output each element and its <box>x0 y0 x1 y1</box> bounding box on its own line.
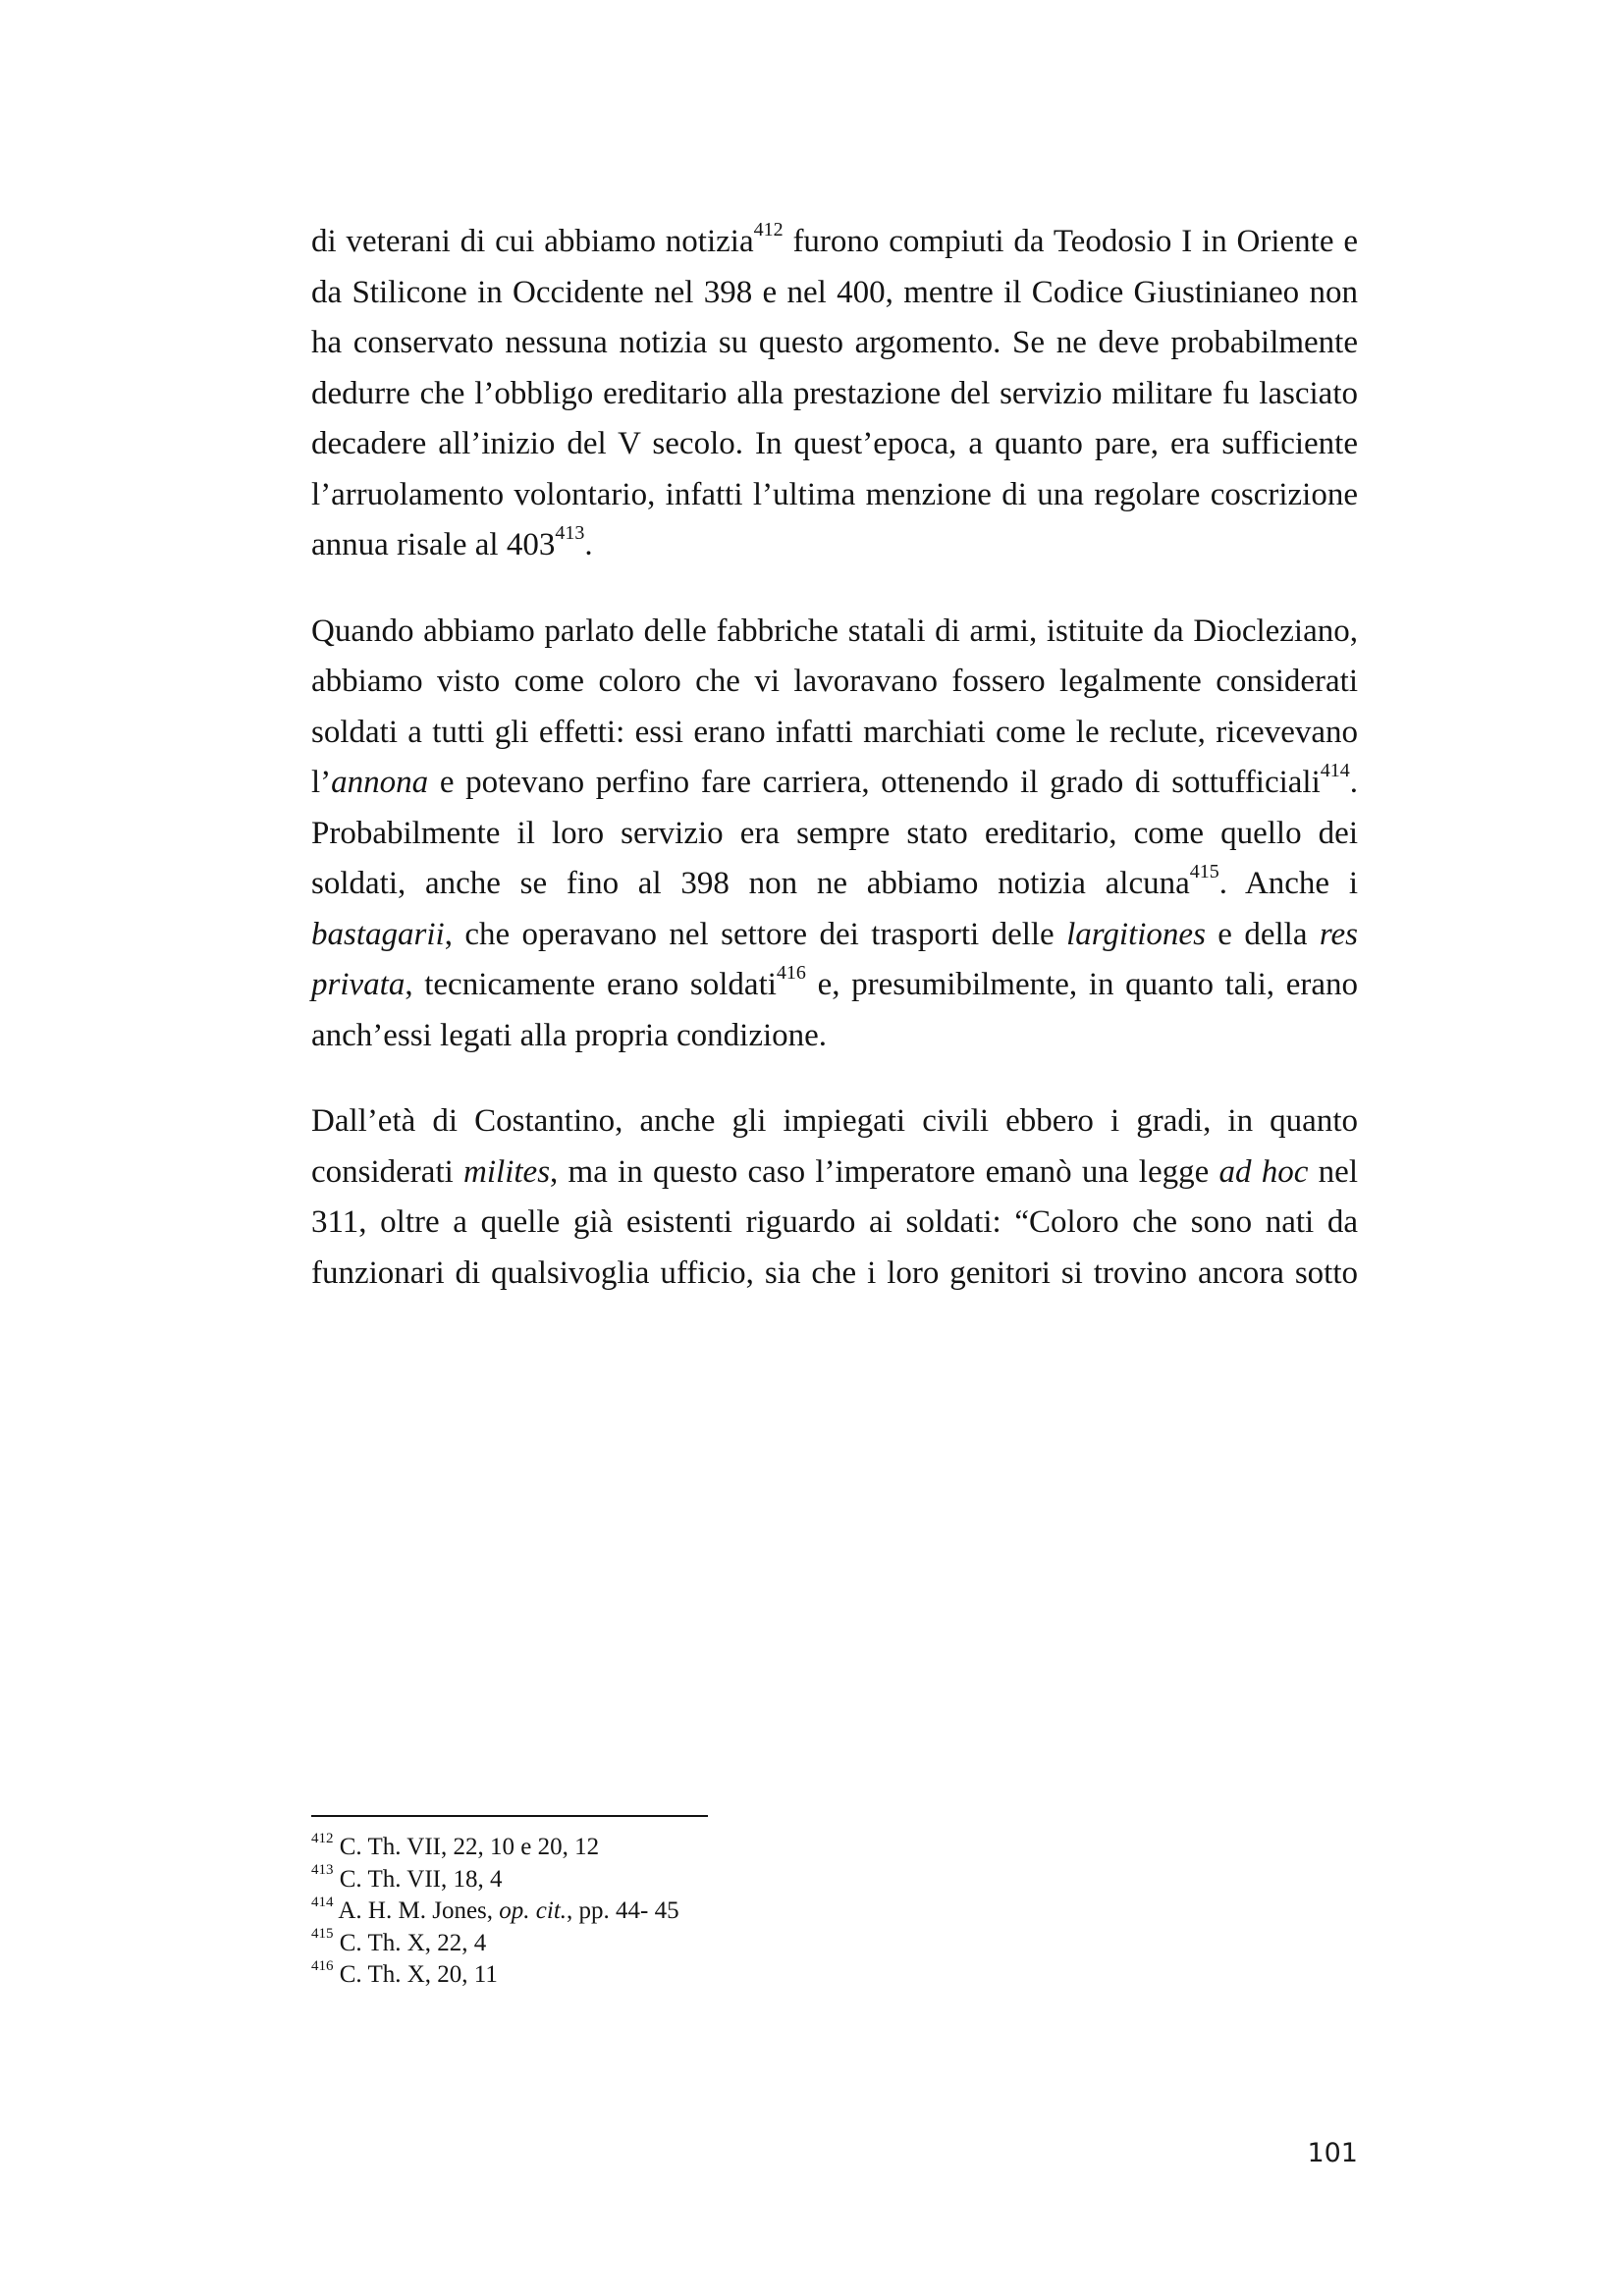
text-run: l’ <box>311 765 332 800</box>
text-run: l’arruolamento volontario, infatti l’ultima menzione di una regolare coscrizione <box>311 476 1358 512</box>
body-line <box>311 861 1358 903</box>
text-run: , ma in questo caso l’imperatore emanò una legge <box>550 1153 1219 1190</box>
text-run: 311, oltre a quelle già esistenti riguardo ai soldati: “Coloro che sono nati da <box>311 1204 1358 1240</box>
text-run: , pp. 44- 45 <box>567 1897 679 1925</box>
body-line <box>311 1254 1358 1293</box>
footnote-item <box>311 1896 679 1926</box>
text-run: C. Th. X, 22, 4 <box>339 1929 487 1956</box>
text-run: . <box>1349 765 1358 800</box>
body-line <box>311 713 1358 752</box>
footnote-item <box>311 1862 503 1895</box>
footnote-reference: 412 <box>753 219 784 240</box>
body-line <box>311 612 1358 651</box>
footnote-item <box>311 1960 498 1990</box>
footnote-item <box>311 1830 600 1862</box>
footnote-number: 414 <box>311 1894 334 1910</box>
text-run: , che operavano nel settore dei trasporti delle <box>444 916 1067 952</box>
text-run: A. H. M. Jones, <box>338 1897 500 1925</box>
body-line <box>311 814 1358 853</box>
text-run: e, presumibilmente, in quanto tali, erano <box>805 967 1358 1002</box>
text-run: Quando abbiamo parlato delle fabbriche statali di armi, istituite da Diocleziano, <box>311 613 1358 649</box>
body-line <box>311 760 1358 802</box>
text-run: soldati a tutti gli effetti: essi erano infatti marchiati come le reclute, ricevevano <box>311 714 1358 750</box>
text-run: Dall’età di Costantino, anche gli impiegati civili ebbero i gradi, in quanto <box>311 1103 1358 1139</box>
text-run: considerati <box>311 1153 464 1190</box>
italic-term: op. cit. <box>499 1897 568 1925</box>
text-run: di veterani di cui abbiamo notizia <box>311 224 754 259</box>
body-line <box>311 1152 1358 1192</box>
footnote-reference: 414 <box>1320 760 1350 781</box>
footnote-separator <box>311 1815 708 1817</box>
text-run: ha conservato nessuna notizia su questo argomento. Se ne deve probabilmente <box>311 325 1358 360</box>
italic-term: privata <box>311 967 406 1002</box>
italic-term: milites <box>463 1153 551 1190</box>
text-run: soldati, anche se fino al 398 non ne abbiamo notizia alcuna <box>311 866 1190 901</box>
text-run: C. Th. VII, 18, 4 <box>339 1865 503 1893</box>
body-line <box>311 219 1358 261</box>
body-line <box>311 1016 1358 1055</box>
body-line <box>311 962 1358 1004</box>
italic-term: annona <box>331 765 429 800</box>
text-run: dedurre che l’obbligo ereditario alla prestazione del servizio militare fu lasciato <box>311 375 1358 411</box>
body-line <box>311 662 1358 701</box>
italic-term: bastagarii <box>311 916 445 952</box>
text-run: decadere all’inizio del V secolo. In quest’epoca, a quanto pare, era sufficiente <box>311 426 1358 461</box>
footnote-reference: 415 <box>1189 861 1219 882</box>
body-line <box>311 522 1358 564</box>
text-run: anch’essi legati alla propria condizione. <box>311 1017 828 1053</box>
text-run: nel <box>1308 1153 1358 1190</box>
text-run: da Stilicone in Occidente nel 398 e nel 400, mentre il Codice Giustinianeo non <box>311 274 1358 310</box>
text-run: . Anche i <box>1218 866 1358 901</box>
footnote-reference: 413 <box>555 522 585 544</box>
body-line <box>311 273 1358 312</box>
body-line <box>311 1202 1358 1242</box>
footnote-number: 415 <box>311 1926 334 1943</box>
italic-term: res <box>1319 916 1359 952</box>
footnote-number: 416 <box>311 1958 334 1975</box>
text-run: e potevano perfino fare carriera, ottenendo il grado di sottufficiali <box>428 765 1321 800</box>
text-run: annua risale al 403 <box>311 527 556 562</box>
italic-term: ad hoc <box>1218 1153 1309 1190</box>
body-line <box>311 475 1358 514</box>
text-run: funzionari di qualsivoglia ufficio, sia che i loro genitori si trovino ancora sotto <box>311 1255 1358 1291</box>
text-run: C. Th. X, 20, 11 <box>339 1961 498 1989</box>
text-run: . <box>584 527 593 562</box>
body-line <box>311 915 1358 954</box>
text-run: C. Th. VII, 22, 10 e 20, 12 <box>339 1834 600 1860</box>
page-number: 101 <box>1307 2138 1358 2168</box>
body-line <box>311 424 1358 463</box>
footnote-number: 412 <box>311 1830 334 1846</box>
footnote-number: 413 <box>311 1862 334 1879</box>
body-line <box>311 323 1358 362</box>
footnote-item <box>311 1926 487 1958</box>
body-line <box>311 374 1358 413</box>
body-line <box>311 1101 1358 1141</box>
text-run: , tecnicamente erano soldati <box>405 967 777 1002</box>
text-run: e della <box>1205 916 1320 952</box>
text-run: abbiamo visto come coloro che vi lavoravano fossero legalmente considerati <box>311 664 1358 699</box>
footnote-reference: 416 <box>776 962 806 984</box>
text-run: Probabilmente il loro servizio era sempre stato ereditario, come quello dei <box>311 815 1358 851</box>
text-run: furono compiuti da Teodosio I in Oriente e <box>783 224 1358 259</box>
italic-term: largitiones <box>1066 916 1206 952</box>
